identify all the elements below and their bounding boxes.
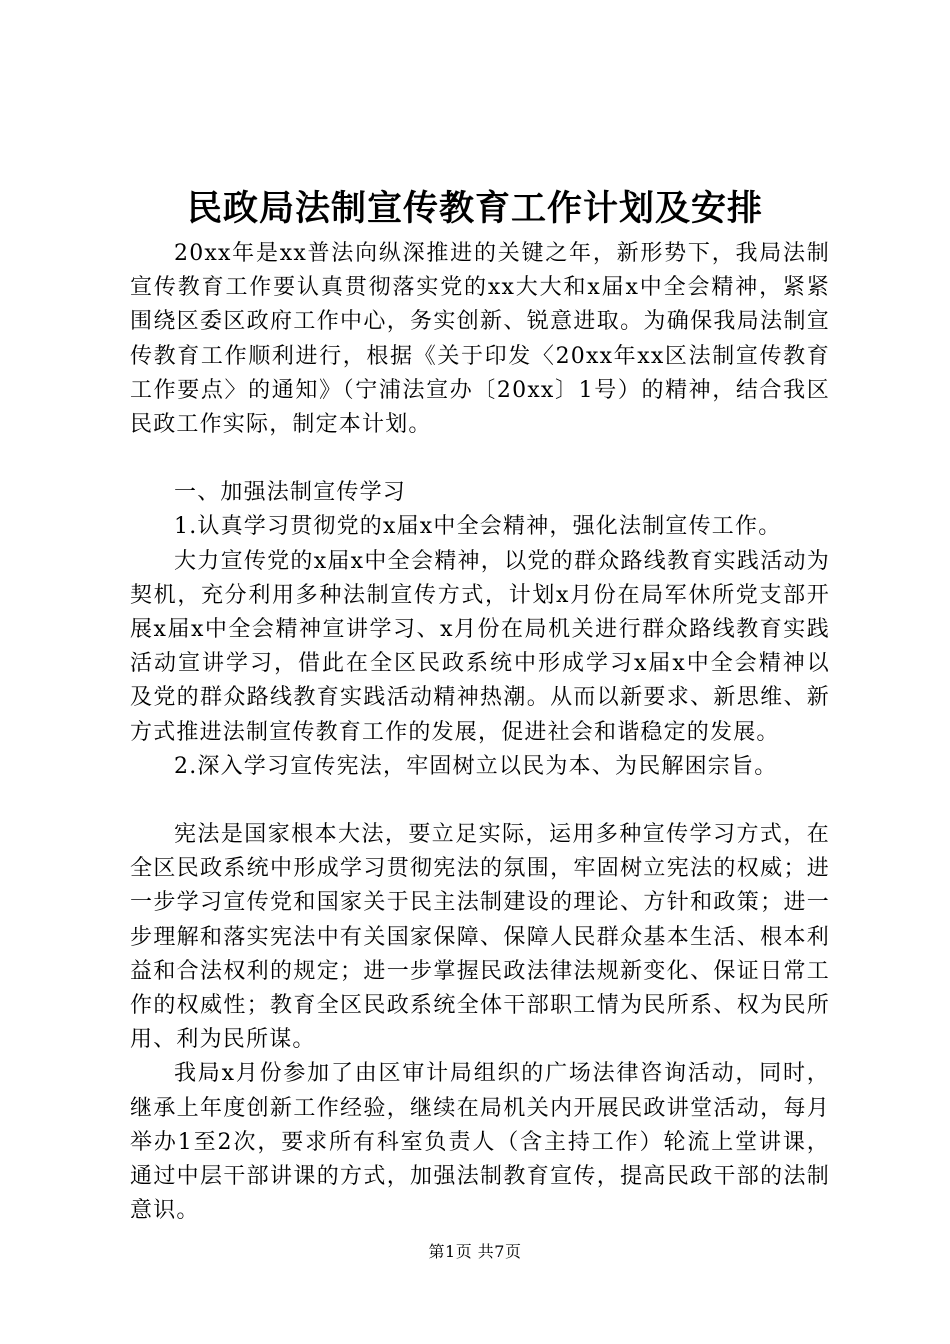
item-heading: 1.认真学习贯彻党的x届x中全会精神，强化法制宣传工作。 bbox=[174, 514, 782, 540]
document-title: 民政局法制宣传教育工作计划及安排 bbox=[186, 188, 763, 229]
paragraph-spacer bbox=[130, 442, 830, 476]
paragraph-spacer bbox=[130, 784, 830, 818]
section-heading: 一、加强法制宣传学习 bbox=[174, 480, 407, 506]
page-indicator: 第1页 共7页 bbox=[428, 1242, 522, 1261]
item-heading: 2.深入学习宣传宪法，牢固树立以民为本、为民解困宗旨。 bbox=[174, 753, 778, 779]
document-body bbox=[130, 237, 830, 1228]
body-paragraph: 大力宣传党的x届x中全会精神，以党的群众路线教育实践活动为契机，充分利用多种法制宣传方式，计划x月份在局军休所党支部开展x届x中全会精神宣讲学习、x月份在局机关进行群众路线教育实践活动宣讲学习，借此在全区民政系统中形成学习x届x中全会精神以及党的群众路线教育实践活动精神热潮。从而以新要求、新思维、新方式推进法制宣传教育工作的发展，促进社会和谐稳定的发展。 bbox=[130, 548, 830, 745]
body-paragraph: 我局x月份参加了由区审计局组织的广场法律咨询活动，同时，继承上年度创新工作经验，继续在局机关内开展民政讲堂活动，每月举办1至2次，要求所有科室负责人（含主持工作）轮流上堂讲课，通过中层干部讲课的方式，加强法制教育宣传，提高民政干部的法制意识。 bbox=[130, 1061, 830, 1224]
intro-paragraph: 20xx年是xx普法向纵深推进的关键之年，新形势下，我局法制宣传教育工作要认真贯彻落实党的xx大大和x届x中全会精神，紧紧围绕区委区政府工作中心，务实创新、锐意进取。为确保我局法制宣传教育工作顺利进行，根据《关于印发〈20xx年xx区法制宣传教育工作要点〉的通知》（宁浦法宣办〔20xx〕1号）的精神，结合我区民政工作实际，制定本计划。 bbox=[130, 241, 830, 438]
body-paragraph: 宪法是国家根本大法，要立足实际，运用多种宣传学习方式，在全区民政系统中形成学习贯彻宪法的氛围，牢固树立宪法的权威；进一步学习宣传党和国家关于民主法制建设的理论、方针和政策；进一步理解和落实宪法中有关国家保障、保障人民群众基本生活、根本利益和合法权利的规定；进一步掌握民政法律法规新变化、保证日常工作的权威性；教育全区民政系统全体干部职工情为民所系、权为民所用、利为民所谋。 bbox=[130, 822, 830, 1053]
